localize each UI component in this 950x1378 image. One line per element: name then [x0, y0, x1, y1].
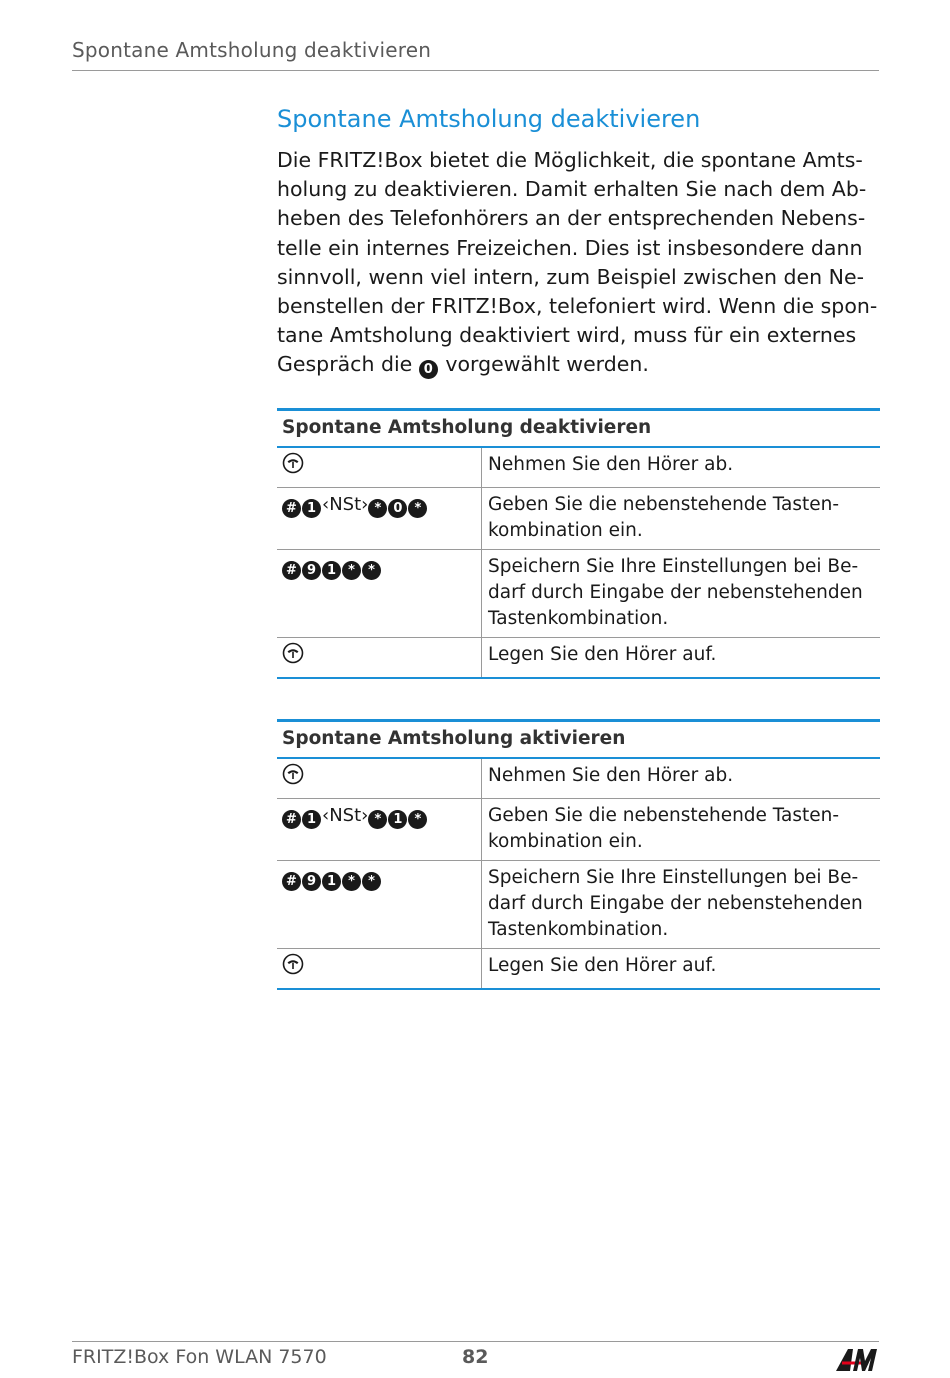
key-icon: # — [282, 499, 301, 518]
instruction-text: Nehmen Sie den Hörer ab. — [488, 453, 734, 475]
instruction-text: Tastenkombination. — [488, 918, 669, 940]
instruction-text: Tastenkombination. — [488, 607, 669, 629]
instruction-text: Speichern Sie Ihre Einstellungen bei Be- — [488, 866, 859, 888]
instruction-cell — [482, 948, 881, 989]
table-title: Spontane Amtsholung aktivieren — [277, 720, 880, 758]
key-icon: * — [368, 810, 387, 829]
table-row — [277, 549, 880, 637]
instruction-text: Nehmen Sie den Hörer ab. — [488, 764, 734, 786]
instruction-cell — [482, 549, 881, 637]
instruction-text: Legen Sie den Hörer auf. — [488, 954, 717, 976]
page-number: 82 — [462, 1346, 489, 1368]
table-title: Spontane Amtsholung deaktivieren — [277, 409, 880, 447]
key-sequence-cell — [277, 549, 482, 637]
key-icon: * — [368, 499, 387, 518]
key-zero-icon: 0 — [419, 360, 438, 379]
key-sequence-cell — [277, 860, 482, 948]
table-row — [277, 798, 880, 860]
instruction-text: kombination ein. — [488, 830, 643, 852]
instruction-tables — [277, 408, 880, 990]
key-icon: * — [362, 872, 381, 891]
main-content — [277, 104, 880, 990]
key-icon: * — [408, 810, 427, 829]
instruction-table — [277, 408, 880, 679]
phone-hangup-icon — [282, 953, 304, 983]
key-icon: # — [282, 810, 301, 829]
instruction-cell — [482, 447, 881, 488]
paragraph-line: telle ein internes Freizeichen. Dies ist insbesondere dann — [277, 235, 863, 260]
extension-placeholder: ‹NSt› — [322, 493, 369, 515]
header-divider — [72, 70, 879, 71]
paragraph-text: Gespräch die — [277, 352, 413, 377]
paragraph-text: vorgewählt werden. — [445, 352, 649, 377]
key-sequence-cell — [277, 487, 482, 549]
key-sequence-cell — [277, 758, 482, 799]
paragraph-line: sinnvoll, wenn viel intern, zum Beispiel zwischen den Ne- — [277, 264, 865, 289]
instruction-table — [277, 719, 880, 990]
key-sequence-cell — [277, 948, 482, 989]
key-icon: # — [282, 872, 301, 891]
instruction-cell — [482, 860, 881, 948]
phone-hangup-icon — [282, 642, 304, 672]
key-icon: * — [408, 499, 427, 518]
key-icon: 9 — [302, 872, 321, 891]
instruction-cell — [482, 798, 881, 860]
paragraph-line: holung zu deaktivieren. Damit erhalten Sie nach dem Ab- — [277, 177, 867, 202]
key-sequence-cell — [277, 798, 482, 860]
table-row — [277, 948, 880, 989]
table-row — [277, 758, 880, 799]
instruction-text: kombination ein. — [488, 519, 643, 541]
key-icon: 0 — [388, 499, 407, 518]
key-icon: * — [342, 561, 361, 580]
table-spacer — [277, 679, 880, 691]
key-icon: 9 — [302, 561, 321, 580]
instruction-text: Geben Sie die nebenstehende Tasten- — [488, 493, 840, 515]
key-icon: * — [362, 561, 381, 580]
table-row — [277, 487, 880, 549]
avm-logo — [834, 1345, 880, 1377]
instruction-cell — [482, 758, 881, 799]
key-icon: 1 — [302, 810, 321, 829]
instruction-text: darf durch Eingabe der nebenstehenden — [488, 581, 863, 603]
instruction-cell — [482, 487, 881, 549]
footer-product-name: FRITZ!Box Fon WLAN 7570 — [72, 1346, 327, 1368]
key-icon: # — [282, 561, 301, 580]
extension-placeholder: ‹NSt› — [322, 804, 369, 826]
paragraph-line: Die FRITZ!Box bietet die Möglichkeit, die spontane Amts- — [277, 148, 863, 172]
key-icon: 1 — [322, 561, 341, 580]
instruction-text: Legen Sie den Hörer auf. — [488, 643, 717, 665]
key-sequence-cell — [277, 447, 482, 488]
table-row — [277, 637, 880, 678]
key-icon: * — [342, 872, 361, 891]
key-icon: 1 — [322, 872, 341, 891]
body-paragraph — [277, 146, 880, 380]
section-title: Spontane Amtsholung deaktivieren — [277, 105, 701, 133]
paragraph-line — [277, 350, 880, 379]
instruction-text: darf durch Eingabe der nebenstehenden — [488, 892, 863, 914]
phone-pickup-icon — [282, 763, 304, 793]
instruction-text: Speichern Sie Ihre Einstellungen bei Be- — [488, 555, 859, 577]
footer-divider — [72, 1341, 879, 1342]
key-icon: 1 — [388, 810, 407, 829]
key-sequence-cell — [277, 637, 482, 678]
table-row — [277, 860, 880, 948]
paragraph-line: benstellen der FRITZ!Box, telefoniert wird. Wenn die spon- — [277, 294, 878, 319]
instruction-cell — [482, 637, 881, 678]
running-header: Spontane Amtsholung deaktivieren — [72, 38, 432, 62]
key-icon: 1 — [302, 499, 321, 518]
paragraph-line: heben des Telefonhörers an der entsprechenden Nebens- — [277, 206, 866, 231]
paragraph-line: tane Amtsholung deaktiviert wird, muss für ein externes — [277, 323, 857, 348]
table-row — [277, 447, 880, 488]
phone-pickup-icon — [282, 452, 304, 482]
instruction-text: Geben Sie die nebenstehende Tasten- — [488, 804, 840, 826]
